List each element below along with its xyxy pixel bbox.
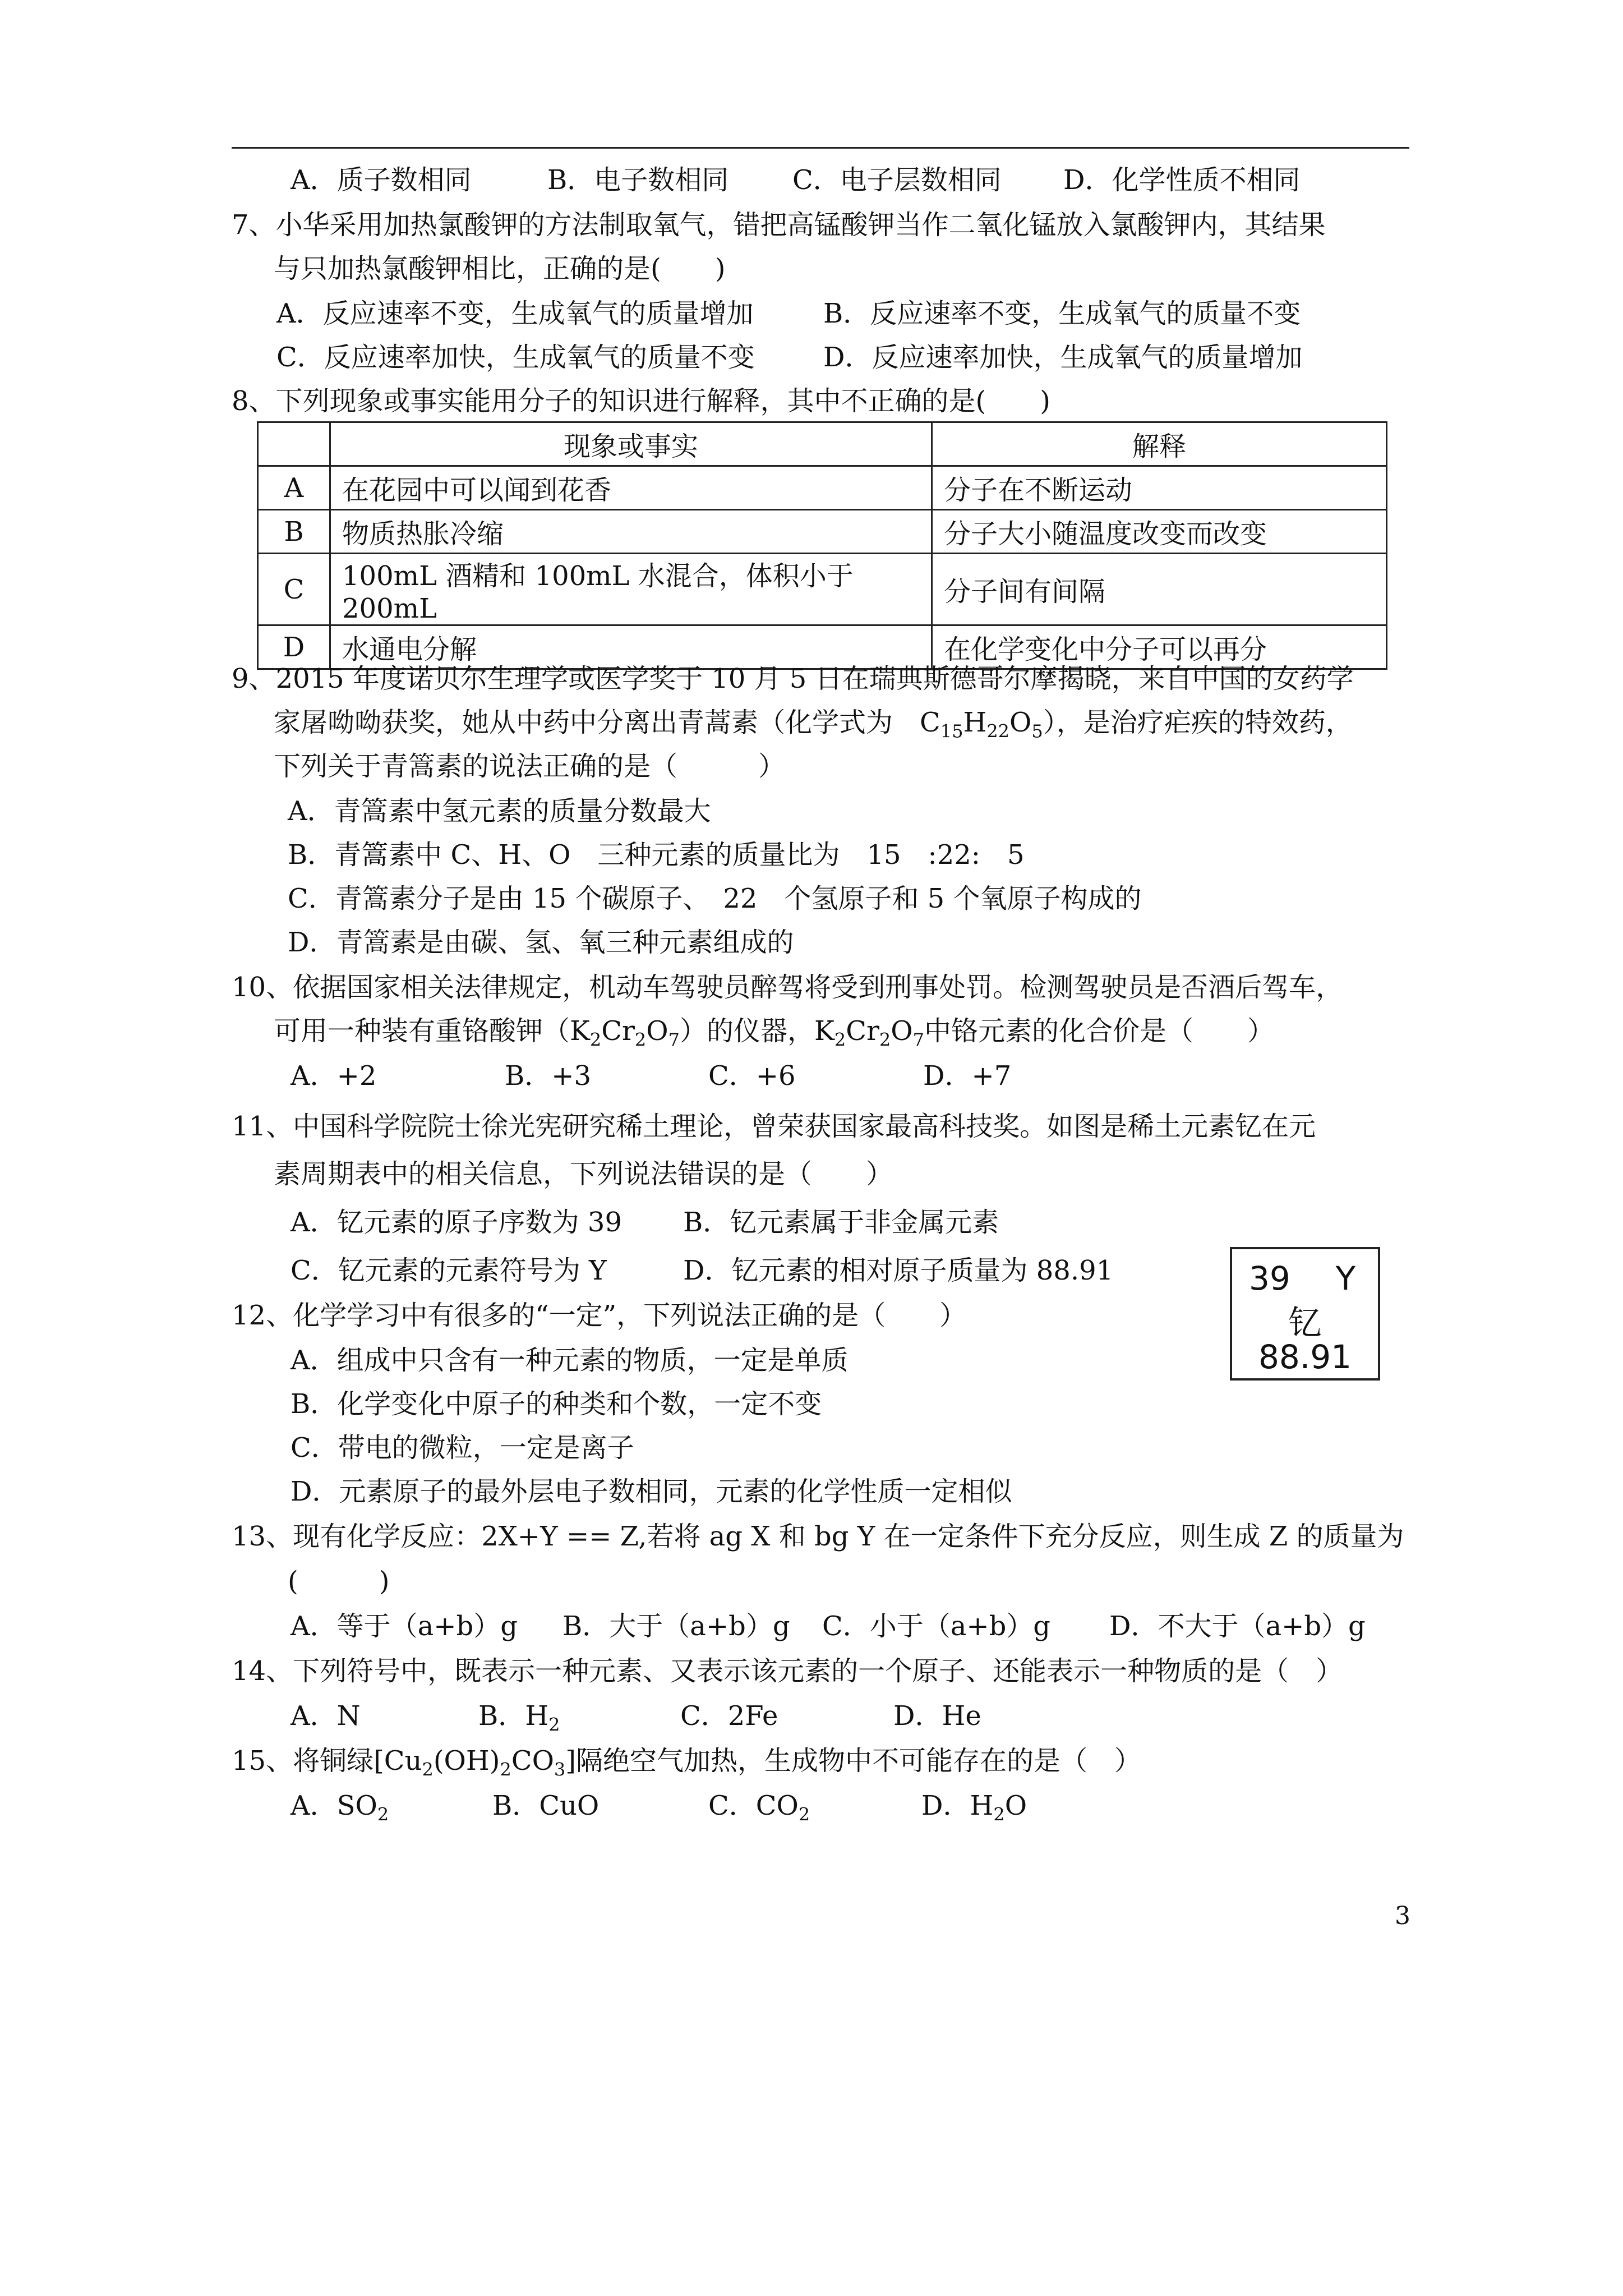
table-cell: B <box>258 510 330 554</box>
q15-option-b: B．CuO <box>492 1790 600 1821</box>
q13-option-a: A．等于（a+b）g <box>291 1611 518 1642</box>
element-name: 钇 <box>1288 1304 1322 1343</box>
header-rule <box>232 147 1409 149</box>
table-cell: 物质热胀冷缩 <box>330 510 932 554</box>
q6-option-d: D．化学性质不相同 <box>1063 164 1301 196</box>
q7-option-b: B．反应速率不变，生成氧气的质量不变 <box>823 298 1301 329</box>
q13-line2: ( ) <box>288 1566 390 1597</box>
element-atomic-number: 39 <box>1249 1259 1290 1297</box>
q15-option-d: D．$H_2O$ <box>921 1790 1027 1825</box>
q10-line1: 10、依据国家相关法律规定，机动车驾驶员醉驾将受到刑事处罚。检测驾驶员是否酒后驾车， <box>232 972 1343 1003</box>
table-row <box>258 554 1387 625</box>
q7-option-d: D．反应速率加快，生成氧气的质量增加 <box>823 342 1303 373</box>
page-number: 3 <box>1395 1902 1410 1930</box>
table-cell: C <box>258 554 330 625</box>
table-header-cell: 解释 <box>932 422 1387 466</box>
q7-stem-line2: 与只加热氯酸钾相比，正确的是( ) <box>274 253 726 284</box>
q11-option-d: D．钇元素的相对原子质量为 88.91 <box>683 1255 1114 1286</box>
q9-option-c: C．青篙素分子是由 15 个碳原子、 22 个氢原子和 5 个氧原子构成的 <box>288 883 1142 914</box>
q11-option-b: B．钇元素属于非金属元素 <box>683 1207 999 1238</box>
q15-option-a: A．$SO_2$ <box>291 1790 389 1825</box>
q11-option-c: C．钇元素的元素符号为 Y <box>291 1255 607 1286</box>
q8-table <box>257 421 1387 670</box>
table-header-cell: 现象或事实 <box>330 422 932 466</box>
q9-option-d: D．青篙素是由碳、氢、氧三种元素组成的 <box>288 927 794 958</box>
q12-option-c: C．带电的微粒，一定是离子 <box>291 1432 634 1464</box>
table-row <box>258 466 1387 510</box>
table-cell: 分子在不断运动 <box>932 466 1387 510</box>
q10-option-b: B．+3 <box>505 1060 592 1092</box>
table-cell: 在化学变化中分子可以再分 <box>932 625 1387 669</box>
q12-stem: 12、化学学习中有很多的“一定”，下列说法正确的是（ ） <box>232 1300 967 1331</box>
table-cell: 分子大小随温度改变而改变 <box>932 510 1387 554</box>
table-header-cell <box>258 422 330 466</box>
table-cell: D <box>258 625 330 669</box>
q12-option-a: A．组成中只含有一种元素的物质，一定是单质 <box>291 1345 849 1376</box>
q13-option-d: D．不大于（a+b）g <box>1109 1611 1366 1642</box>
q13-option-b: B．大于（a+b）g <box>562 1611 790 1642</box>
q14-option-b: B．$H_2$ <box>478 1700 560 1736</box>
q10-option-d: D．+7 <box>923 1060 1012 1092</box>
q13-line1: 13、现有化学反应：2X+Y == Z,若将 ag X 和 bg Y 在一定条件下充分反应，则生成 Z 的质量为 <box>232 1521 1404 1552</box>
q10-option-c: C．+6 <box>708 1060 796 1092</box>
q7-option-a: A．反应速率不变，生成氧气的质量增加 <box>276 298 754 329</box>
q11-line1: 11、中国科学院院士徐光宪研究稀土理论，曾荣获国家最高科技奖。如图是稀土元素钇在元 <box>232 1111 1316 1142</box>
q6-option-c: C．电子层数相同 <box>792 164 1002 196</box>
q11-line2: 素周期表中的相关信息，下列说法错误的是（ ） <box>274 1158 893 1190</box>
element-tile-yttrium <box>1230 1247 1380 1381</box>
q6-option-a: A．质子数相同 <box>291 164 472 196</box>
q12-option-b: B．化学变化中原子的种类和个数，一定不变 <box>291 1388 822 1420</box>
table-cell: 在花园中可以闻到花香 <box>330 466 932 510</box>
q14-option-d: D．He <box>893 1700 981 1732</box>
q15-option-c: C．$CO_2$ <box>708 1790 810 1825</box>
q14-option-c: C．2Fe <box>680 1700 778 1732</box>
table-header-row <box>258 422 1387 466</box>
q7-option-c: C．反应速率加快，生成氧气的质量不变 <box>276 342 755 373</box>
q15-stem: 15、将铜绿$[Cu_2(OH)_2CO_3]$隔绝空气加热，生成物中不可能存在的是（ ） <box>232 1745 1142 1780</box>
table-cell: 分子间有间隔 <box>932 554 1387 625</box>
q10-line2: 可用一种装有重铬酸钾$(K_2Cr_2O_7)$的仪器，$K_2Cr_2O_7$中铬元素的化合价是（ ） <box>274 1015 1274 1051</box>
element-atomic-mass: 88.91 <box>1258 1338 1352 1376</box>
q9-option-b: B．青篙素中 C、H、O 三种元素的质量比为 15 :22: 5 <box>288 839 1025 871</box>
q14-stem: 14、下列符号中，既表示一种元素、又表示该元素的一个原子、还能表示一种物质的是（ ） <box>232 1655 1343 1687</box>
q8-stem: 8、下列现象或事实能用分子的知识进行解释，其中不正确的是( ) <box>232 385 1050 417</box>
q9-line1: 9、2015 年度诺贝尔生理学或医学奖于 10 月 5 日在瑞典斯德哥尔摩揭晓，来自中国的女药学 <box>232 663 1354 694</box>
q9-line2: 家屠呦呦获奖，她从中药中分离出青蒿素（化学式为 $C_{15}H_{22}O_5$），是治疗疟疾的特效药， <box>274 707 1353 742</box>
table-cell: A <box>258 466 330 510</box>
element-symbol: Y <box>1335 1259 1355 1297</box>
q9-line3: 下列关于青篙素的说法正确的是（ ） <box>274 751 786 782</box>
q12-option-d: D．元素原子的最外层电子数相同，元素的化学性质一定相似 <box>291 1476 1012 1507</box>
q10-option-a: A．+2 <box>291 1060 377 1092</box>
q9-option-a: A．青篙素中氢元素的质量分数最大 <box>288 795 711 827</box>
q6-option-b: B．电子数相同 <box>547 164 729 196</box>
table-row <box>258 510 1387 554</box>
table-cell: 水通电分解 <box>330 625 932 669</box>
table-cell: 100mL 酒精和 100mL 水混合，体积小于 200mL <box>330 554 932 625</box>
q7-stem-line1: 7、小华采用加热氯酸钾的方法制取氧气，错把高锰酸钾当作二氧化锰放入氯酸钾内，其结果 <box>232 209 1326 241</box>
q13-option-c: C．小于（a+b）g <box>822 1611 1051 1642</box>
q11-option-a: A．钇元素的原子序数为 39 <box>291 1207 623 1238</box>
q14-option-a: A．N <box>291 1700 361 1732</box>
